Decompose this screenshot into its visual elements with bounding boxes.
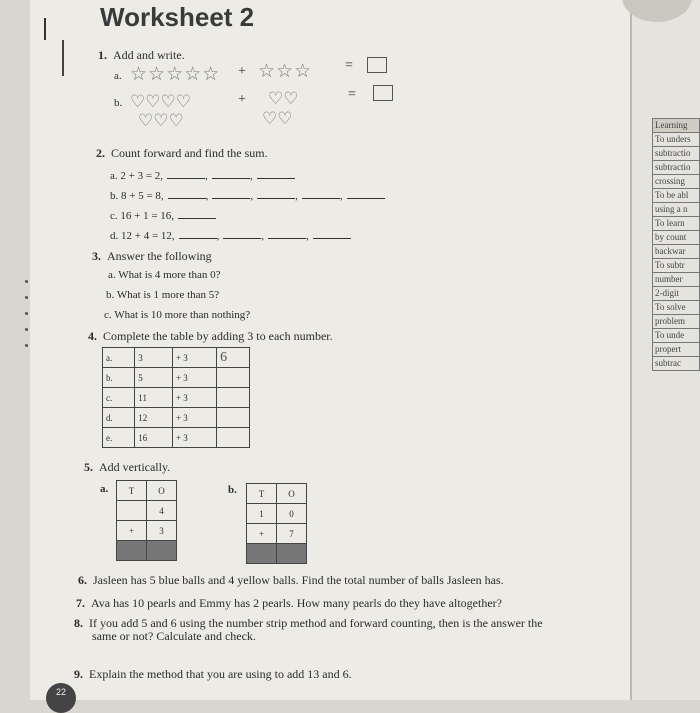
vertical-add-b: T O 1 0 + 7 [246, 483, 307, 564]
question-4: 4. Complete the table by adding 3 to each number. [88, 329, 333, 343]
table-cell: subtractio [653, 147, 700, 161]
table-row [653, 161, 700, 175]
plus-sign: + [238, 92, 246, 107]
table-cell: To subtr [653, 259, 700, 273]
heart-icon-group: ♡♡♡ [138, 111, 184, 130]
q3-item: b. What is 1 more than 5? [106, 289, 220, 301]
table-row: e. 16 + 3 [103, 428, 250, 448]
table-cell: To unde [653, 329, 700, 343]
table-row [653, 329, 700, 343]
star-icon-group: ☆☆☆ [258, 61, 313, 82]
table-row [653, 287, 700, 301]
table-row [653, 147, 700, 161]
table-row [653, 245, 700, 259]
table-row: a. 3 + 3 6 [103, 348, 250, 368]
table-row [653, 231, 700, 245]
margin-dot [25, 296, 28, 299]
margin-dot [25, 328, 28, 331]
table-cell: To learn [653, 217, 700, 231]
table-row [653, 315, 700, 329]
table-row: c. 11 + 3 [103, 388, 250, 408]
table-row: d. 12 + 3 [103, 408, 250, 428]
q2-item: b. 8 + 5 = 8, , , , , [110, 188, 385, 202]
question-9: 9. Explain the method that you are using to add 13 and 6. [74, 667, 352, 681]
learning-table [652, 118, 700, 371]
q2-item: c. 16 + 1 = 16, [110, 208, 216, 222]
margin-dot [25, 344, 28, 347]
table-cell: number [653, 273, 700, 287]
table-row [653, 119, 700, 133]
table-row [653, 259, 700, 273]
q3-item: c. What is 10 more than nothing? [104, 309, 251, 321]
table-cell: To solve [653, 301, 700, 315]
table-row [653, 301, 700, 315]
table-row [653, 175, 700, 189]
plus-sign: + [238, 64, 246, 79]
q2-item: a. 2 + 3 = 2, , , [110, 168, 295, 182]
table-row [653, 357, 700, 371]
q3-item: a. What is 4 more than 0? [108, 269, 221, 281]
heart-icon-group: ♡♡ [268, 89, 299, 108]
heart-icon-group: ♡♡♡♡ [130, 92, 191, 111]
table-cell: using a n [653, 203, 700, 217]
table-cell: crossing [653, 175, 700, 189]
table-cell: Learning [653, 119, 700, 133]
table-row: b. 5 + 3 [103, 368, 250, 388]
answer-box[interactable] [367, 57, 387, 73]
margin-dot [25, 280, 28, 283]
vertical-add-a: T O 4 + 3 [116, 480, 177, 561]
equals-sign: = [348, 87, 356, 102]
margin-mark [62, 40, 64, 76]
q1b-label: b. [114, 97, 123, 109]
q5b-label: b. [228, 484, 237, 496]
table-cell: 2-digit [653, 287, 700, 301]
table-row [653, 133, 700, 147]
question-6: 6. Jasleen has 5 blue balls and 4 yellow balls. Find the total number of balls Jasleen has. [78, 573, 504, 587]
table-cell: subtrac [653, 357, 700, 371]
equals-sign: = [345, 58, 353, 73]
margin-dot [25, 312, 28, 315]
table-cell: To unders [653, 133, 700, 147]
q2-item: d. 12 + 4 = 12, , , , [110, 228, 351, 242]
question-5: 5. Add vertically. [84, 460, 171, 474]
table-cell: by count [653, 231, 700, 245]
table-row [653, 273, 700, 287]
table-row [653, 343, 700, 357]
question-8: 8. If you add 5 and 6 using the number strip method and forward counting, then is the answer the same or not? Calculate and check. [74, 616, 543, 643]
page-number: 22 [46, 683, 76, 713]
table-row [653, 189, 700, 203]
table-cell: To be abl [653, 189, 700, 203]
heart-icon-group: ♡♡ [262, 109, 293, 128]
table-cell: propert [653, 343, 700, 357]
answer-box[interactable] [373, 85, 393, 101]
star-icon-group: ☆☆☆☆☆ [130, 64, 221, 85]
table-cell: backwar [653, 245, 700, 259]
question-7: 7. Ava has 10 pearls and Emmy has 2 pearls. How many pearls do they have altogether? [76, 596, 502, 610]
q5a-label: a. [100, 483, 109, 495]
page-title: Worksheet 2 [100, 2, 255, 32]
margin-mark [44, 18, 46, 40]
table-cell: subtractio [653, 161, 700, 175]
add-table [102, 347, 250, 448]
table-row [653, 217, 700, 231]
table-row [653, 203, 700, 217]
question-3: 3. Answer the following [92, 249, 212, 263]
q1a-label: a. [114, 70, 122, 82]
question-2: 2. Count forward and find the sum. [96, 146, 268, 160]
table-cell: problem [653, 315, 700, 329]
question-1: 1. Add and write. [98, 48, 185, 62]
